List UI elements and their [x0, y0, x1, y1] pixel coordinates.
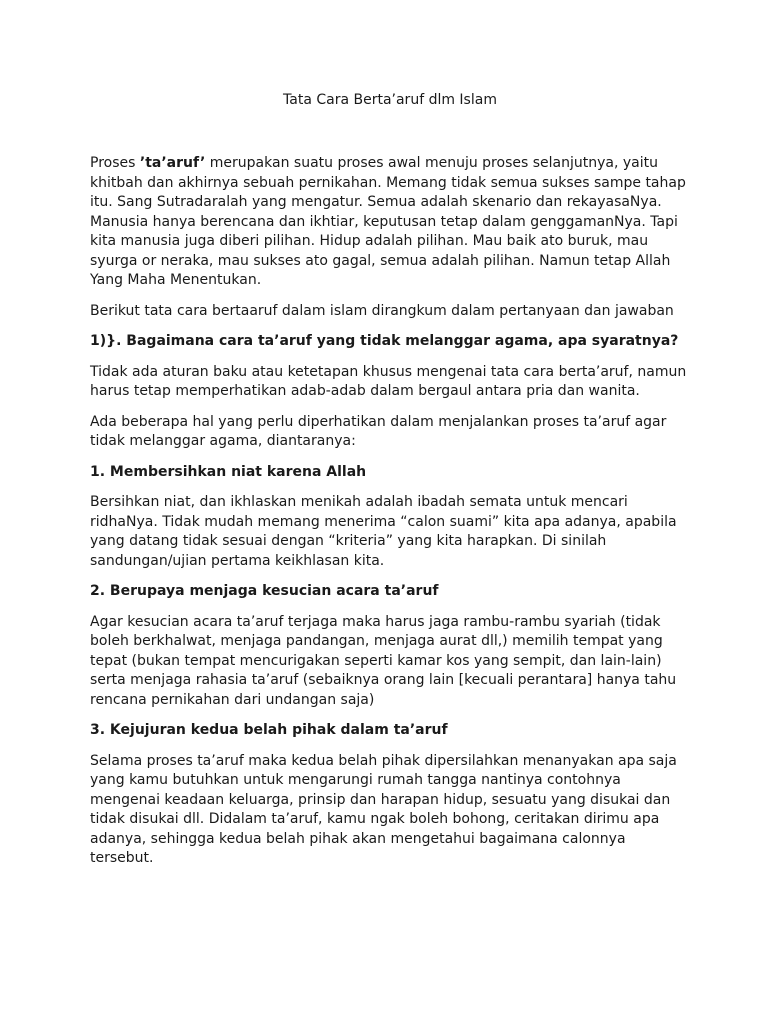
- answer-paragraph-1: Tidak ada aturan baku atau ketetapan khusus mengenai tata cara berta’aruf, namun harus tetap memperhatikan adab-adab dalam bergaul antara pria dan wanita.: [90, 363, 687, 399]
- intro-paragraph: [90, 154, 690, 291]
- answer-paragraph-2: Ada beberapa hal yang perlu diperhatikan dalam menjalankan proses ta’aruf agar tidak melanggar agama, diantaranya:: [90, 413, 667, 449]
- intro-text: merupakan suatu proses awal menuju proses selanjutnya, yaitu khitbah dan akhirnya sebuah pernikahan. Memang tidak semua sukses sampe tahap itu. Sang Sutradaralah yang mengatur. Semua adalah skenario dan rekayasaNya. Manusia hanya berencana dan ikhtiar, keputusan tetap dalam genggamanNya. Tapi kita manusia juga diberi pilihan. Hidup adalah pilihan. Mau baik ato buruk, mau syurga or neraka, mau sukses ato gagal, semua adalah pilihan. Namun tetap Allah Yang Maha Menentukan.: [90, 155, 686, 288]
- document-body: [90, 90, 690, 880]
- lead-in-paragraph: Berikut tata cara bertaaruf dalam islam dirangkum dalam pertanyaan dan jawaban: [90, 302, 674, 319]
- document-title: Tata Cara Berta’aruf dlm Islam: [283, 92, 497, 108]
- question-heading: 1)}. Bagaimana cara ta’aruf yang tidak melanggar agama, apa syaratnya?: [90, 333, 679, 349]
- intro-term: ’ta’aruf’: [139, 155, 206, 171]
- point-body-2: Agar kesucian acara ta’aruf terjaga maka harus jaga rambu-rambu syariah (tidak boleh berkhalwat, menjaga pandangan, menjaga aurat dll,) memilih tempat yang tepat (bukan tempat mencurigakan seperti kamar kos yang sempit, dan lain-lain) serta menjaga rahasia ta’aruf (sebaiknya orang lain [kecuali perantara] hanya tahu rencana pernikahan dari undangan saja): [90, 613, 677, 708]
- point-heading-1: 1. Membersihkan niat karena Allah: [90, 463, 367, 480]
- point-body-3: Selama proses ta’aruf maka kedua belah pihak dipersilahkan menanyakan apa saja yang kamu butuhkan untuk mengarungi rumah tangga nantinya contohnya mengenai keadaan keluarga, prinsip dan harapan hidup, sesuatu yang disukai dan tidak disukai dll. Didalam ta’aruf, kamu ngak boleh bohong, ceritakan dirimu apa adanya, sehingga kedua belah pihak akan mengetahui bagaimana calonnya tersebut.: [90, 752, 677, 866]
- point-heading-3: 3. Kejujuran kedua belah pihak dalam ta’aruf: [90, 722, 448, 738]
- point-heading-2: 2. Berupaya menjaga kesucian acara ta’aruf: [90, 583, 439, 599]
- point-body-1: Bersihkan niat, dan ikhlaskan menikah adalah ibadah semata untuk mencari ridhaNya. Tidak mudah memang menerima “calon suami” kita apa adanya, apabila yang datang tidak sesuai dengan “kriteria” yang kita harapkan. Di sinilah sandungan/ujian pertama keikhlasan kita.: [90, 494, 677, 569]
- intro-prefix: Proses: [90, 155, 140, 171]
